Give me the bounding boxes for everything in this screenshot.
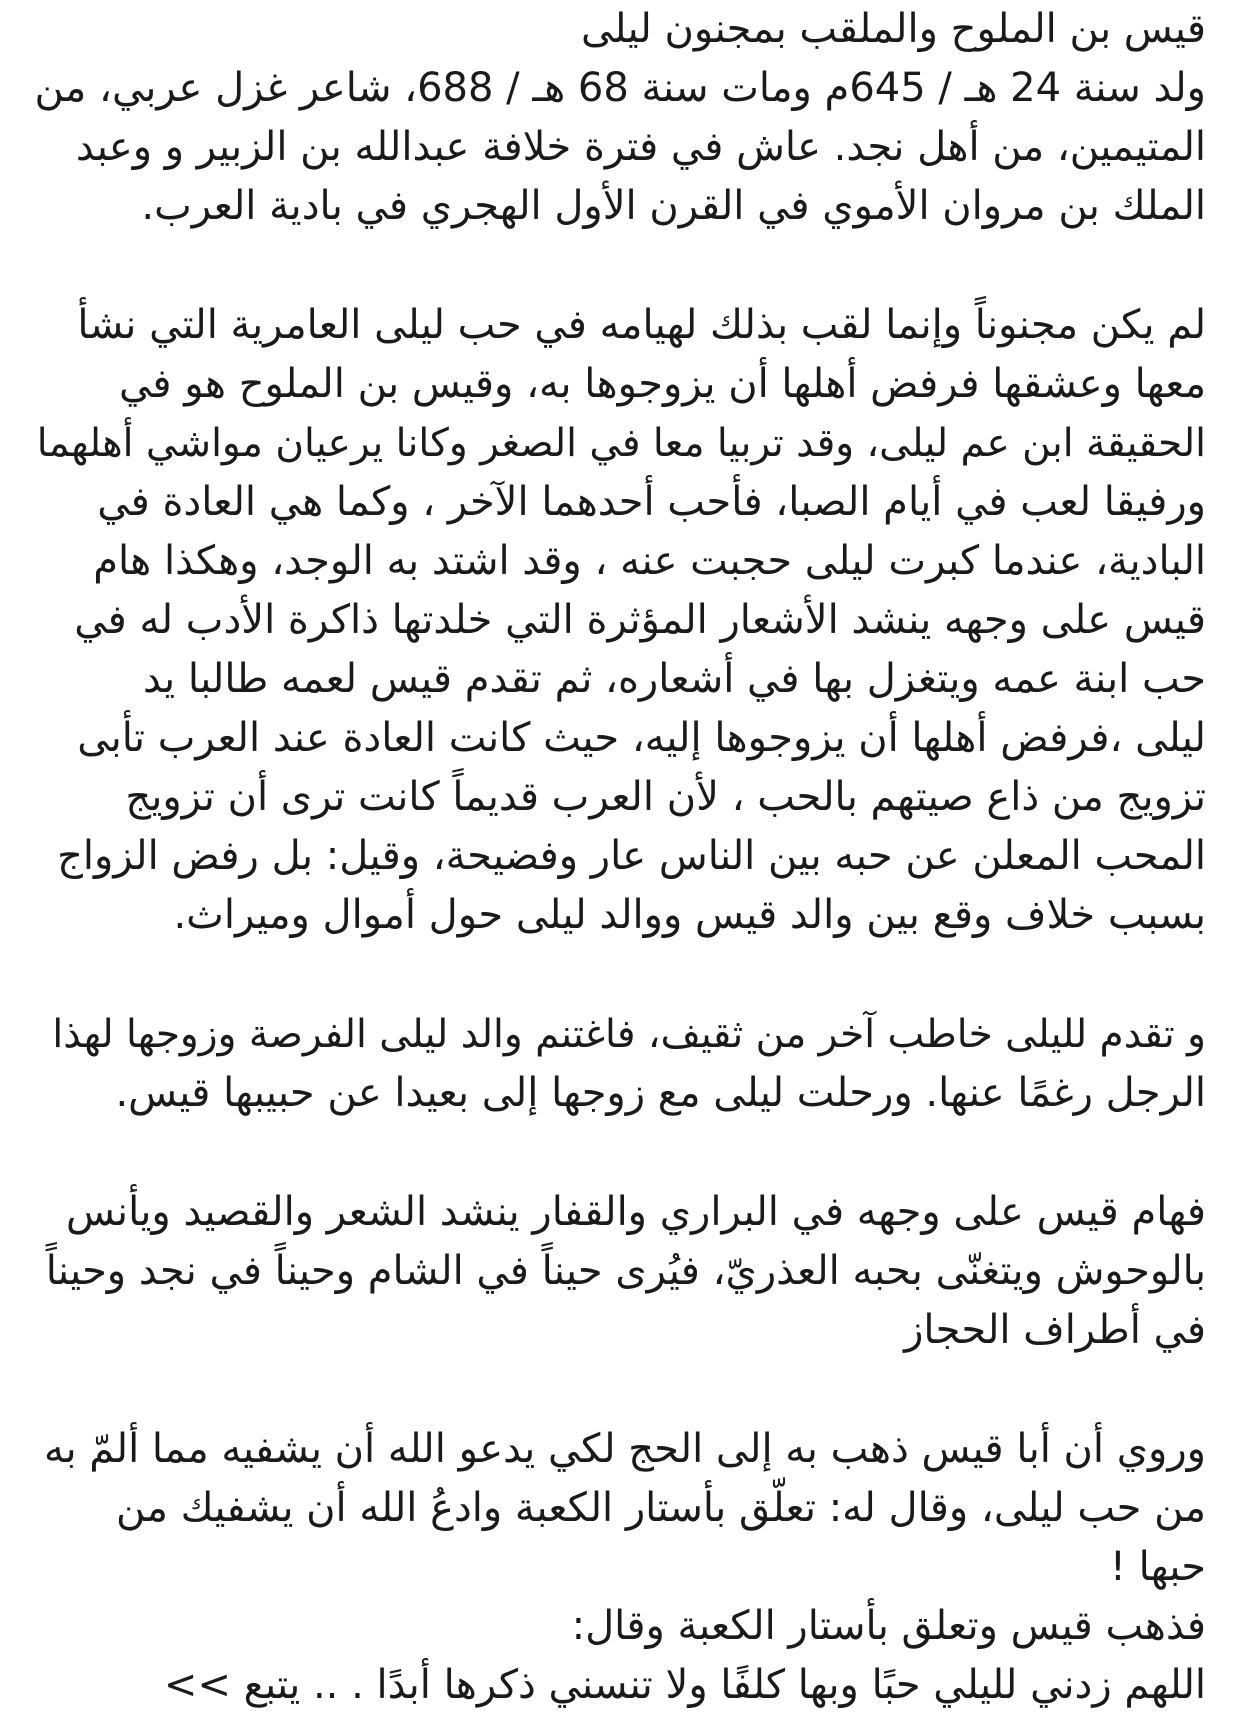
intro-line: ولد سنة 24 هـ / 645م ومات سنة 68 هـ / 688، شاعر غزل عربي، من [34, 65, 1206, 111]
paragraph-4-line: من حب ليلى، وقال له: تعلّق بأستار الكعبة وادعُ الله أن يشفيك من [116, 1485, 1206, 1531]
paragraph-3 [24, 1183, 1206, 1360]
paragraph-1-line: ليلى ،فرفض أهلها أن يزوجوها إليه، حيث كانت العادة عند العرب تأبى [77, 715, 1206, 761]
paragraph-1-line: بسبب خلاف وقع بين والد قيس ووالد ليلى حول أموال وميراث. [173, 892, 1206, 938]
paragraph-1-line: الحقيقة ابن عم ليلى، وقد تربيا معا في الصغر وكانا يرعيان مواشي أهلهما [36, 421, 1206, 466]
paragraph-2-line: و تقدم لليلى خاطب آخر من ثقيف، فاغتنم والد ليلى الفرصة وزوجها لهذا [52, 1012, 1206, 1057]
intro-paragraph [24, 0, 1206, 236]
intro-title-line: قيس بن الملوح والملقب بمجنون ليلى [580, 6, 1206, 52]
paragraph-1-line: ورفيقا لعب في أيام الصبا، فأحب أحدهما الآخر ، وكما هي العادة في [97, 479, 1206, 525]
paragraph-spacer [24, 1123, 1206, 1183]
paragraph-4-line: فذهب قيس وتعلق بأستار الكعبة وقال: [571, 1603, 1206, 1649]
paragraph-4 [24, 1420, 1206, 1715]
paragraph-1-line: لم يكن مجنوناً وإنما لقب بذلك لهيامه في حب ليلى العامرية التي نشأ [77, 302, 1206, 348]
paragraph-1-line: معها وعشقها فرفض أهلها أن يزوجوها به، وقيس بن الملوح هو في [119, 361, 1206, 407]
paragraph-spacer [24, 945, 1206, 1005]
paragraph-1 [24, 296, 1206, 945]
paragraph-1-line: المحب المعلن عن حبه بين الناس عار وفضيحة، وقيل: بل رفض الزواج [57, 833, 1206, 879]
paragraph-2 [24, 1005, 1206, 1123]
paragraph-4-line: حبها ! [1109, 1544, 1206, 1590]
paragraph-3-line: بالوحوش ويتغنّى بحبه العذريّ، فيُرى حيناً في الشام وحيناً في نجد وحيناً [45, 1248, 1206, 1294]
paragraph-spacer [24, 1360, 1206, 1420]
paragraph-3-line: في أطراف الحجاز [904, 1307, 1206, 1353]
paragraph-1-line: البادية، عندما كبرت ليلى حجبت عنه ، وقد اشتد به الوجد، وهكذا هام [93, 538, 1206, 584]
intro-line: المتيمين، من أهل نجد. عاش في فترة خلافة عبدالله بن الزبير و وعبد [75, 124, 1206, 170]
paragraph-1-line: قيس على وجهه ينشد الأشعار المؤثرة التي خلدتها ذاكرة الأدب له في [74, 597, 1206, 643]
paragraph-4-line: وروي أن أبا قيس ذهب به إلى الحج لكي يدعو الله أن يشفيه مما ألمّ به [44, 1426, 1206, 1472]
paragraph-spacer [24, 236, 1206, 296]
intro-line: الملك بن مروان الأموي في القرن الأول الهجري في بادية العرب. [141, 183, 1206, 229]
paragraph-1-line: تزويج من ذاع صيتهم بالحب ، لأن العرب قديماً كانت ترى أن تزويج [125, 774, 1206, 820]
paragraph-1-line: حب ابنة عمه ويتغزل بها في أشعاره، ثم تقدم قيس لعمه طالبا يد [143, 656, 1206, 702]
paragraph-2-line: الرجل رغمًا عنها. ورحلت ليلى مع زوجها إلى بعيدا عن حبيبها قيس. [115, 1070, 1206, 1116]
paragraph-4-line: اللهم زدني لليلي حبًا وبها كلفًا ولا تنسني ذكرها أبدًا . .. يتبع >> [163, 1662, 1206, 1708]
paragraph-3-line: فهام قيس على وجهه في البراري والقفار ينشد الشعر والقصيد ويأنس [65, 1189, 1206, 1235]
